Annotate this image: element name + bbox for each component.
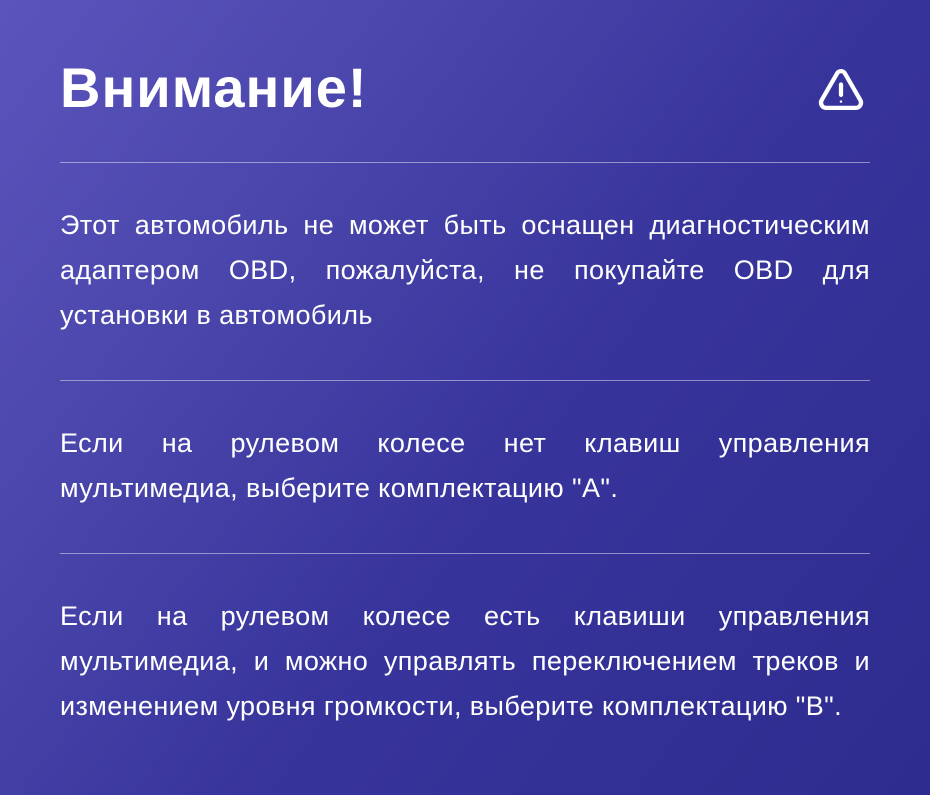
header — [60, 56, 870, 120]
notice-obd-paragraph: Этот автомобиль не может быть оснащен диагностическим адаптером OBD, пожалуйста, не покупайте OBD для установки в автомобиль — [60, 210, 870, 331]
warning-triangle-icon — [814, 56, 870, 118]
notice-trim-a-paragraph: Если на рулевом колесе нет клавиш управления мультимедиа, выберите комплектацию "А". — [60, 428, 870, 504]
divider — [60, 162, 870, 163]
divider — [60, 553, 870, 554]
divider — [60, 380, 870, 381]
page-title: Внимание! — [60, 56, 368, 119]
notice-trim-b-paragraph: Если на рулевом колесе есть клавиши управления мультимедиа, и можно управлять переключением треков и изменением уровня громкости, выберите комплектацию "В". — [60, 601, 870, 722]
